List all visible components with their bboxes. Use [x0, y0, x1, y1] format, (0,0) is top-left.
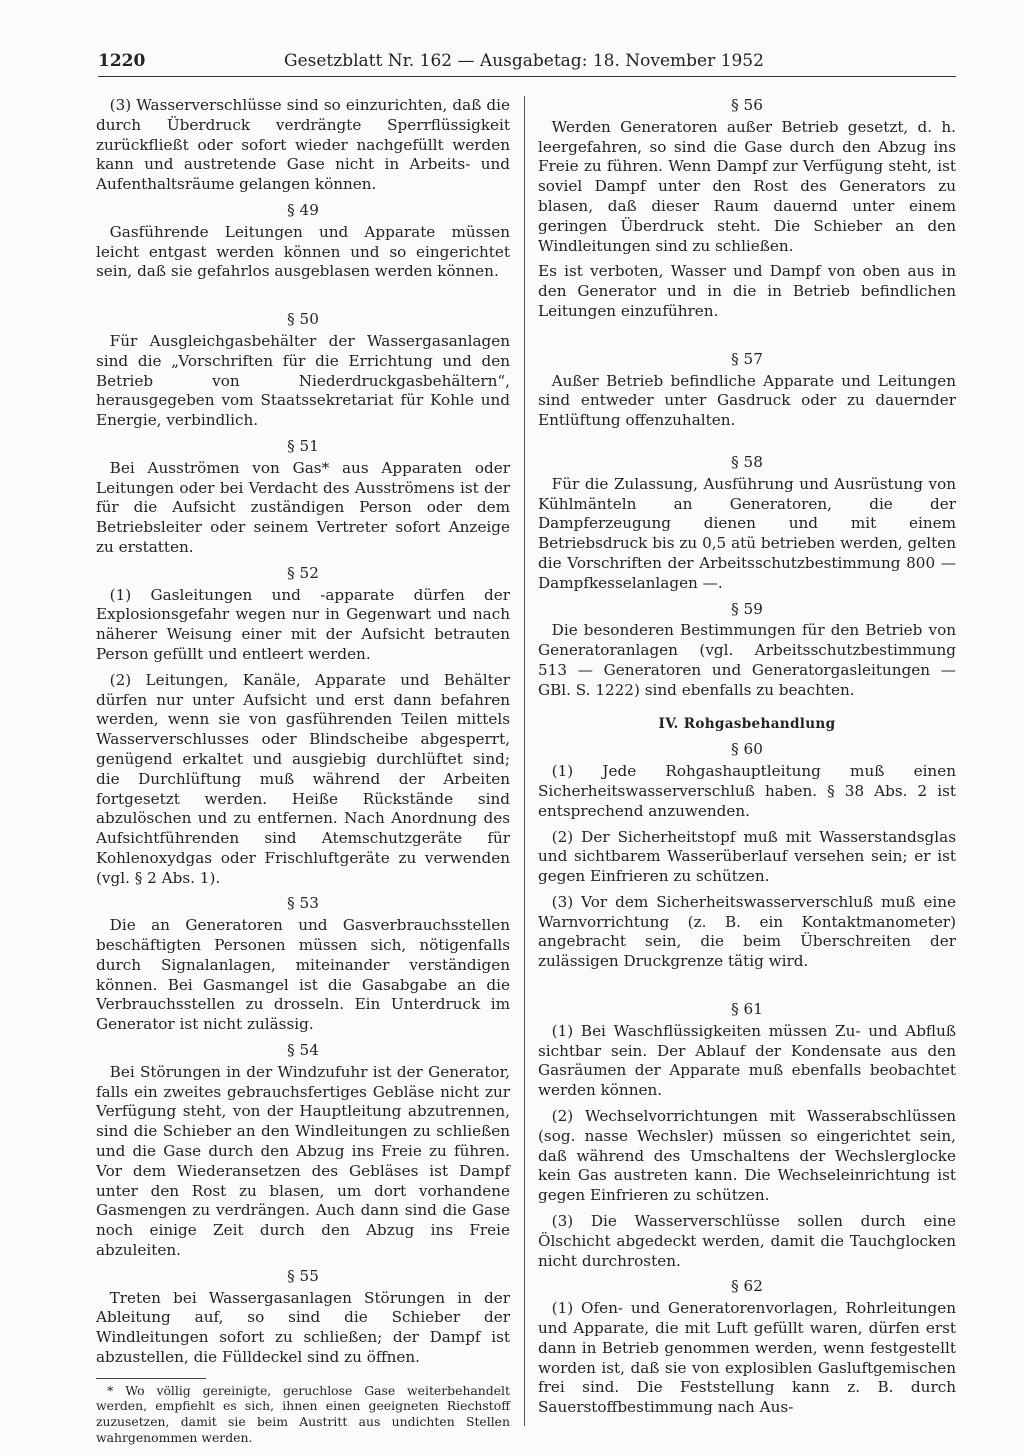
section-heading: § 54 [287, 1041, 319, 1060]
paragraph: Bei Störungen in der Windzufuhr ist der Generator, falls ein zweites gebrauchsfertiges Gebläse nicht zur Verfügung steht, von der Hauptleitung abzutrennen, sind die Schieber an den Windleitungen zu schließen und die Gase durch den Abzug ins Freie zu führen. Vor dem Wiederansetzen des Gebläses ist Dampf unter den Rost zu blasen, um dort vorhandene Gasmengen zu verdrängen. Auch dann sind die Gase noch einige Zeit durch den Abzug ins Freie abzuleiten. [96, 1062, 510, 1260]
left-column [96, 96, 510, 1445]
section-heading: § 55 [287, 1266, 319, 1285]
paragraph: Treten bei Wassergasanlagen Störungen in der Ableitung auf, so sind die Schieber der Windleitungen sofort zu schließen; der Dampf ist abzustellen, die Fülldeckel sind zu öffnen. [96, 1288, 510, 1367]
paragraph: (1) Bei Waschflüssigkeiten müssen Zu- und Abfluß sichtbar sein. Der Ablauf der Kondensate aus den Gasräumen der Apparate muß ebenfalls beobachtet werden können. [538, 1021, 956, 1100]
paragraph: Die besonderen Bestimmungen für den Betrieb von Generatoranlagen (vgl. Arbeitsschutzbestimmung 513 — Generatoren und Generatorgasleitungen — GBl. S. 1222) sind ebenfalls zu beachten. [538, 621, 956, 699]
paragraph: (1) Ofen- und Generatorenvorlagen, Rohrleitungen und Apparate, die mit Luft gefüllt waren, dürfen erst dann in Betrieb genommen werden, wenn festgestellt worden ist, daß sie von explosiblen Gasluftgemischen frei sind. Die Feststellung kann z. B. durch Sauerstoffbestimmung nach Aus- [538, 1299, 956, 1417]
section-heading: § 51 [287, 436, 319, 455]
section-heading: § 60 [731, 740, 763, 759]
paragraph: (3) Vor dem Sicherheitswasserverschluß muß eine Warnvorrichtung (z. B. ein Kontaktmanometer) angebracht sein, die beim Überschreiten der zulässigen Druckgrenze tätig wird. [538, 892, 956, 971]
page-header [98, 50, 956, 77]
gazette-title: Gesetzblatt Nr. 162 — Ausgabetag: 18. November 1952 [284, 51, 764, 71]
section-heading: § 61 [731, 1000, 763, 1019]
paragraph: Außer Betrieb befindliche Apparate und Leitungen sind entweder unter Gasdruck oder zu dauernder Entlüftung offenzuhalten. [538, 371, 956, 430]
paragraph: Bei Ausströmen von Gas* aus Apparaten oder Leitungen oder bei Verdacht des Ausströmens ist der für die Aufsicht zuständigen Person oder dem Betriebsleiter oder seinem Vertreter sofort Anzeige zu erstatten. [96, 458, 510, 556]
section-heading: § 58 [731, 452, 763, 471]
paragraph: (3) Die Wasserverschlüsse sollen durch eine Ölschicht abgedeckt werden, damit die Tauchglocken nicht durchrosten. [538, 1212, 956, 1270]
paragraph: Werden Generatoren außer Betrieb gesetzt, d. h. leergefahren, so sind die Gase durch den Abzug ins Freie zu führen. Wenn Dampf zur Verfügung steht, ist soviel Dampf unter den Rost des Generators zu blasen, daß dieser Raum dauernd unter einem geringen Überdruck steht. Die Schieber an den Windleitungen sind zu schließen. [538, 117, 956, 255]
page-number: 1220 [98, 51, 146, 71]
section-heading: § 62 [731, 1277, 763, 1296]
right-column [538, 96, 956, 1424]
paragraph: (2) Wechselvorrichtungen mit Wasserabschlüssen (sog. nasse Wechsler) müssen so eingerichtet sein, daß während des Umschaltens der Wechslerglocke kein Gas austreten kann. Die Wechseleinrichtung ist gegen Einfrieren zu schützen. [538, 1107, 956, 1205]
paragraph: Für die Zulassung, Ausführung und Ausrüstung von Kühlmänteln an Generatoren, die der Dampferzeugung dienen und mit einem Betriebsdruck bis zu 0,5 atü betrieben werden, gelten die Vorschriften der Arbeitsschutzbestimmung 800 — Dampfkesselanlagen —. [538, 474, 956, 592]
paragraph: Es ist verboten, Wasser und Dampf von oben aus in den Generator und in die in Betrieb befindlichen Leitungen einzuführen. [538, 262, 956, 320]
section-heading: § 49 [287, 200, 319, 219]
paragraph: (1) Jede Rohgashauptleitung muß einen Sicherheitswasserverschluß haben. § 38 Abs. 2 ist entsprechend anzuwenden. [538, 762, 956, 820]
section-heading: § 52 [287, 563, 319, 582]
section-heading: § 50 [287, 310, 319, 329]
chapter-heading: IV. Rohgasbehandlung [658, 715, 836, 732]
paragraph: Für Ausgleichgasbehälter der Wassergasanlagen sind die „Vorschriften für die Errichtung und den Betrieb von Niederdruckgasbehältern“, herausgegeben vom Staatssekretariat für Kohle und Energie, verbindlich. [96, 331, 510, 430]
footnote-rule [96, 1378, 206, 1379]
paragraph: (2) Der Sicherheitstopf muß mit Wasserstandsglas und sichtbarem Wasserüberlauf versehen sein; er ist gegen Einfrieren zu schützen. [538, 827, 956, 886]
section-heading: § 57 [731, 349, 763, 368]
paragraph: (1) Gasleitungen und -apparate dürfen der Explosionsgefahr wegen nur in Gegenwart und nach näherer Weisung einer mit der Aufsicht betrauten Person gefüllt und entleert werden. [96, 585, 510, 663]
paragraph: (2) Leitungen, Kanäle, Apparate und Behälter dürfen nur unter Aufsicht und erst dann befahren werden, wenn sie von gasführenden Teilen mittels Wasserverschlusses oder Blindscheibe abgesperrt, genügend erkaltet und ausgiebig durchlüftet sind; die Durchlüftung muß während der Arbeiten fortgesetzt werden. Heiße Rückstände sind abzulöschen und zu entfernen. Nach Anordnung des Aufsichtführenden sind Atemschutzgeräte für Kohlenoxydgas oder Frischluftgeräte zu verwenden (vgl. § 2 Abs. 1). [96, 670, 510, 887]
section-heading: § 53 [287, 894, 319, 913]
footnote: * Wo völlig gereinigte, geruchlose Gase weiterbehandelt werden, empfiehlt es sich, ihnen einen geeigneten Riechstoff zuzusetzen, damit sie beim Austritt aus undichten Stellen wahrgenommen werden. [96, 1382, 510, 1445]
paragraph: Die an Generatoren und Gasverbrauchsstellen beschäftigten Personen müssen sich, nötigenfalls durch Signalanlagen, miteinander verständigen können. Bei Gasmangel ist die Gasabgabe an die Verbrauchsstellen zu drosseln. Ein Unterdruck im Generator ist nicht zulässig. [96, 916, 510, 1034]
section-heading: § 56 [731, 96, 763, 114]
paragraph: (3) Wasserverschlüsse sind so einzurichten, daß die durch Überdruck verdrängte Sperrflüssigkeit zurückfließt oder sofort wieder nachgefüllt werden kann und austretende Gase nicht in Arbeits- und Aufenthaltsräume gelangen können. [96, 96, 510, 194]
column-divider [524, 96, 525, 1426]
paragraph: Gasführende Leitungen und Apparate müssen leicht entgast werden können und so eingerichtet sein, daß sie gefahrlos ausgeblasen werden können. [96, 222, 510, 281]
section-heading: § 59 [731, 599, 763, 618]
